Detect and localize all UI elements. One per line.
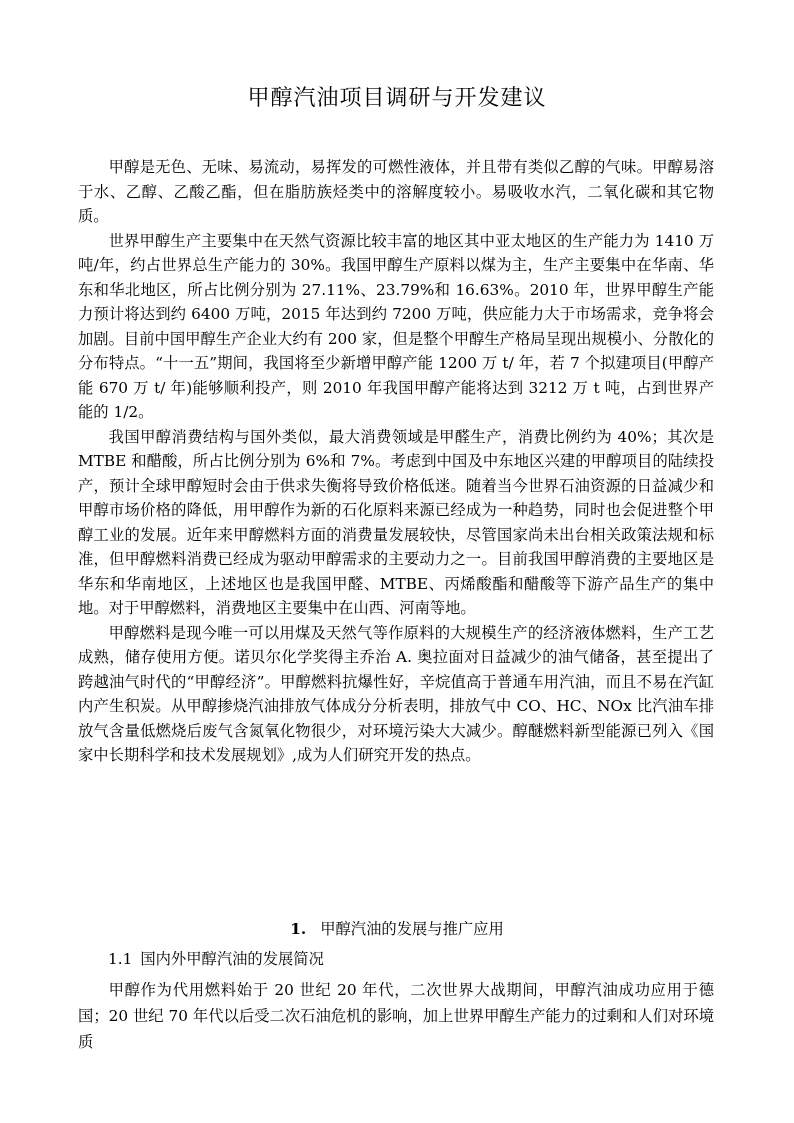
section-title: 甲醇汽油的发展与推广应用 <box>320 920 504 938</box>
document-title: 甲醇汽油项目调研与开发建议 <box>247 86 547 111</box>
subsection-heading <box>108 947 324 971</box>
subsection-title: 国内外甲醇汽油的发展简况 <box>140 950 324 968</box>
section-heading <box>0 917 794 941</box>
document-body <box>78 155 714 768</box>
paragraph-world-production: 世界甲醇生产主要集中在天然气资源比较丰富的地区其中亚太地区的生产能力为 1410 万吨/年，约占世界总生产能力的 30%。我国甲醇生产原料以煤为主，生产主要集中在华南、华东和华北地区，所占比例分别为 27.11%、23.79%和 16.63%。2010 年，世界甲醇生产能力预计将达到约 6400 万吨，2015 年达到约 7200 万吨，供应能力大于市场需求，竞争将会加剧。目前中国甲醇生产企业大约有 200 家，但是整个甲醇生产格局呈现出规模小、分散化的分布特点。“十一五”期间，我国将至少新增甲醇产能 1200 万 t/ 年，若 7 个拟建项目(甲醇产能 670 万 t/ 年)能够顺利投产，则 2010 年我国甲醇产能将达到 3212 万 t 吨，占到世界产能的 1/2。 <box>78 231 714 421</box>
subsection-number: 1.1 <box>108 950 133 968</box>
paragraph-consumption-structure: 我国甲醇消费结构与国外类似，最大消费领域是甲醛生产，消费比例约为 40%；其次是 MTBE 和醋酸，所占比例分别为 6%和 7%。考虑到中国及中东地区兴建的甲醇项目的陆续投产，预计全球甲醇短时会由于供求失衡将导致价格低迷。随着当今世界石油资源的日益减少和甲醇市场价格的降低，用甲醇作为新的石化原料来源已经成为一种趋势，同时也会促进整个甲醇工业的发展。近年来甲醇燃料方面的消费量发展较快，尽管国家尚未出台相关政策法规和标准，但甲醇燃料消费已经成为驱动甲醇需求的主要动力之一。目前我国甲醇消费的主要地区是华东和华南地区，上述地区也是我国甲醛、MTBE、丙烯酸酯和醋酸等下游产品生产的集中地。对于甲醇燃料，消费地区主要集中在山西、河南等地。 <box>78 427 714 617</box>
section-body <box>78 977 714 1055</box>
paragraph-methanol-fuel: 甲醇燃料是现今唯一可以用煤及天然气等作原料的大规模生产的经济液体燃料，生产工艺成熟，储存使用方便。诺贝尔化学奖得主乔治 A. 奥拉面对日益减少的油气储备，甚至提出了跨越油气时代的“甲醇经济”。甲醇燃料抗爆性好，辛烷值高于普通车用汽油，而且不易在汽缸内产生积炭。从甲醇掺烧汽油排放气体成分分析表明，排放气中 CO、HC、NOx 比汽油车排放气含量低燃烧后废气含氮氧化物很少，对环境污染大大减少。醇醚燃料新型能源已列入《国家中长期科学和技术发展规划》,成为人们研究开发的热点。 <box>78 623 714 764</box>
paragraph-methanol-properties: 甲醇是无色、无味、易流动，易挥发的可燃性液体，并且带有类似乙醇的气味。甲醇易溶于水、乙醇、乙酸乙酯，但在脂肪族烃类中的溶解度较小。易吸收水汽，二氧化碳和其它物质。 <box>78 158 714 225</box>
section-number: 1. <box>290 920 307 938</box>
paragraph-history: 甲醇作为代用燃料始于 20 世纪 20 年代，二次世界大战期间，甲醇汽油成功应用于德国；20 世纪 70 年代以后受二次石油危机的影响，加上世界甲醇生产能力的过剩和人们对环境质 <box>78 981 714 1051</box>
